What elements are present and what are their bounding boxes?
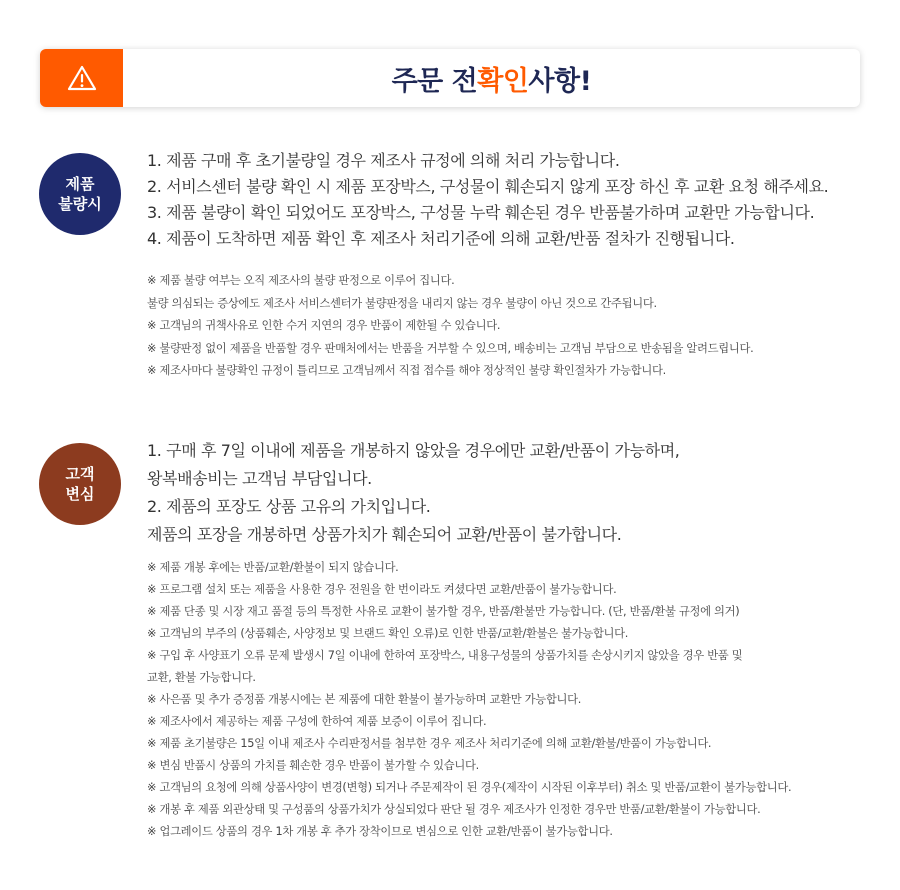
change-of-mind-notes-list xyxy=(147,557,867,843)
note-item: ※ 고객님의 부주의 (상품훼손, 사양정보 및 브랜드 확인 오류)로 인한 반품/교환/환불은 불가능합니다. xyxy=(147,627,629,640)
policy-item: 1. 구매 후 7일 이내에 제품을 개봉하지 않았을 경우에만 교환/반품이 가능하며, xyxy=(147,441,680,460)
defect-policy-list xyxy=(147,148,867,252)
note-item: ※ 변심 반품시 상품의 가치를 훼손한 경우 반품이 불가할 수 있습니다. xyxy=(147,759,479,772)
warning-icon xyxy=(67,65,97,91)
policy-item: 4. 제품이 도착하면 제품 확인 후 제조사 처리기준에 의해 교환/반품 절차가 진행됩니다. xyxy=(147,229,735,248)
note-item: ※ 제품 초기불량은 15일 이내 제조사 수리판정서를 첨부한 경우 제조사 처리기준에 의해 교환/환불/반품이 가능합니다. xyxy=(147,737,712,750)
note-item: ※ 고객님의 귀책사유로 인한 수거 지연의 경우 반품이 제한될 수 있습니다. xyxy=(147,319,501,332)
note-item: ※ 제품 단종 및 시장 재고 품절 등의 특정한 사유로 교환이 불가할 경우, 반품/환불만 가능합니다. (단, 반품/환불 규정에 의거) xyxy=(147,605,740,618)
note-item: ※ 사은품 및 추가 증정품 개봉시에는 본 제품에 대한 환불이 불가능하며 교환만 가능합니다. xyxy=(147,693,582,706)
banner-title xyxy=(123,49,860,107)
notice-banner xyxy=(40,49,860,107)
policy-item: 3. 제품 불량이 확인 되었어도 포장박스, 구성물 누락 훼손된 경우 반품불가하며 교환만 가능합니다. xyxy=(147,203,815,222)
note-item: ※ 개봉 후 제품 외관상태 및 구성품의 상품가치가 상실되었다 판단 될 경우 제조사가 인정한 경우만 반품/교환/환불이 가능합니다. xyxy=(147,803,761,816)
banner-title-part1: 주문 전 xyxy=(391,65,478,97)
note-item: ※ 불량판정 없이 제품을 반품할 경우 판매처에서는 반품을 거부할 수 있으며, 배송비는 고객님 부담으로 반송됨을 알려드립니다. xyxy=(147,341,754,355)
defect-badge xyxy=(39,153,121,235)
note-item: 교환, 환불 가능합니다. xyxy=(147,671,256,684)
banner-icon-box xyxy=(40,49,123,107)
note-item: 불량 의심되는 증상에도 제조사 서비스센터가 불량판정을 내리지 않는 경우 불량이 아닌 것으로 간주됩니다. xyxy=(147,296,657,310)
note-item: ※ 프로그램 설치 또는 제품을 사용한 경우 전원을 한 번이라도 켜셨다면 교환/반품이 불가능합니다. xyxy=(147,583,617,596)
policy-item: 제품의 포장을 개봉하면 상품가치가 훼손되어 교환/반품이 불가합니다. xyxy=(147,525,622,544)
defect-notes-list xyxy=(147,270,867,383)
badge-line: 제품 xyxy=(65,175,95,193)
policy-item: 2. 서비스센터 불량 확인 시 제품 포장박스, 구성물이 훼손되지 않게 포장 하신 후 교환 요청 해주세요. xyxy=(147,177,829,196)
badge-line: 고객 xyxy=(65,465,95,483)
change-of-mind-policy-list xyxy=(147,437,867,549)
note-item: ※ 제품 불량 여부는 오직 제조사의 불량 판정으로 이루어 집니다. xyxy=(147,274,455,287)
policy-item: 1. 제품 구매 후 초기불량일 경우 제조사 규정에 의해 처리 가능합니다. xyxy=(147,151,620,170)
badge-line: 변심 xyxy=(65,485,95,503)
note-item: ※ 업그레이드 상품의 경우 1차 개봉 후 추가 장착이므로 변심으로 인한 교환/반품이 불가능합니다. xyxy=(147,825,613,838)
note-item: ※ 제품 개봉 후에는 반품/교환/환불이 되지 않습니다. xyxy=(147,561,399,574)
badge-line: 불량시 xyxy=(58,195,102,213)
note-item: ※ 구입 후 사양표기 오류 문제 발생시 7일 이내에 한하여 포장박스, 내용구성물의 상품가치를 손상시키지 않았을 경우 반품 및 xyxy=(147,649,743,662)
banner-title-part2: 사항! xyxy=(528,65,592,97)
note-item: ※ 제조사마다 불량확인 규정이 틀리므로 고객님께서 직접 접수를 해야 정상적인 불량 확인절차가 가능합니다. xyxy=(147,364,666,377)
note-item: ※ 제조사에서 제공하는 제품 구성에 한하여 제품 보증이 이루어 집니다. xyxy=(147,715,487,728)
banner-title-accent: 확인 xyxy=(477,65,529,97)
policy-item: 2. 제품의 포장도 상품 고유의 가치입니다. xyxy=(147,497,431,516)
change-of-mind-badge xyxy=(39,443,121,525)
note-item: ※ 고객님의 요청에 의해 상품사양이 변경(변형) 되거나 주문제작이 된 경우(제작이 시작된 이후부터) 취소 및 반품/교환이 불가능합니다. xyxy=(147,781,792,794)
policy-item: 왕복배송비는 고객님 부담입니다. xyxy=(147,469,372,488)
